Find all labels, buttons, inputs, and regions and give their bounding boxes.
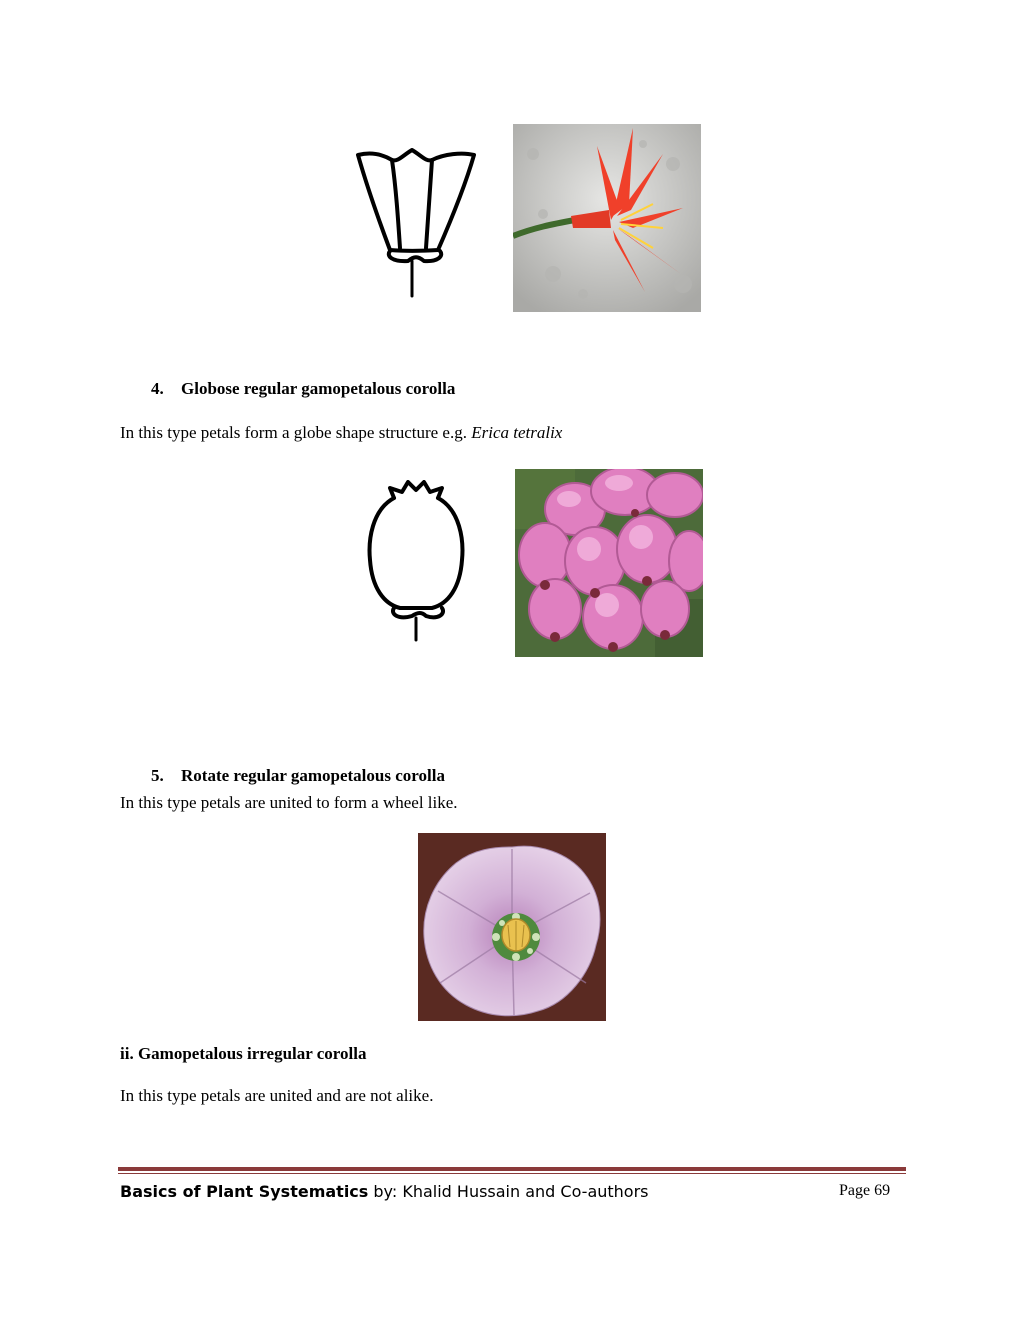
footer-divider-thin (118, 1173, 906, 1174)
footer-credit (120, 1182, 649, 1201)
page-number: Page 69 (839, 1182, 891, 1199)
section-number: 4. (151, 379, 164, 398)
section-title: Rotate regular gamopetalous corolla (181, 766, 445, 785)
rotate-flower-photo (418, 833, 606, 1021)
description-text: In this type petals form a globe shape structure e.g. (120, 423, 472, 442)
book-title: Basics of Plant Systematics (120, 1182, 369, 1201)
footer-divider (118, 1167, 906, 1171)
section-description: In this type petals are united to form a wheel like. (120, 793, 458, 812)
section-title: Globose regular gamopetalous corolla (181, 379, 456, 398)
section-description (120, 423, 562, 443)
globose-corolla-diagram (364, 480, 468, 644)
red-flower-photo (513, 124, 701, 312)
section-number: 5. (151, 766, 164, 785)
subsection-description: In this type petals are united and are not alike. (120, 1086, 434, 1105)
species-name: Erica tetralix (471, 423, 563, 442)
author-byline: by: Khalid Hussain and Co-authors (368, 1182, 649, 1201)
subsection-heading: ii. Gamopetalous irregular corolla (120, 1044, 367, 1063)
section-heading (151, 766, 445, 786)
section-heading (151, 379, 455, 399)
campanulate-corolla-diagram (352, 148, 482, 300)
erica-flower-photo (515, 469, 703, 657)
